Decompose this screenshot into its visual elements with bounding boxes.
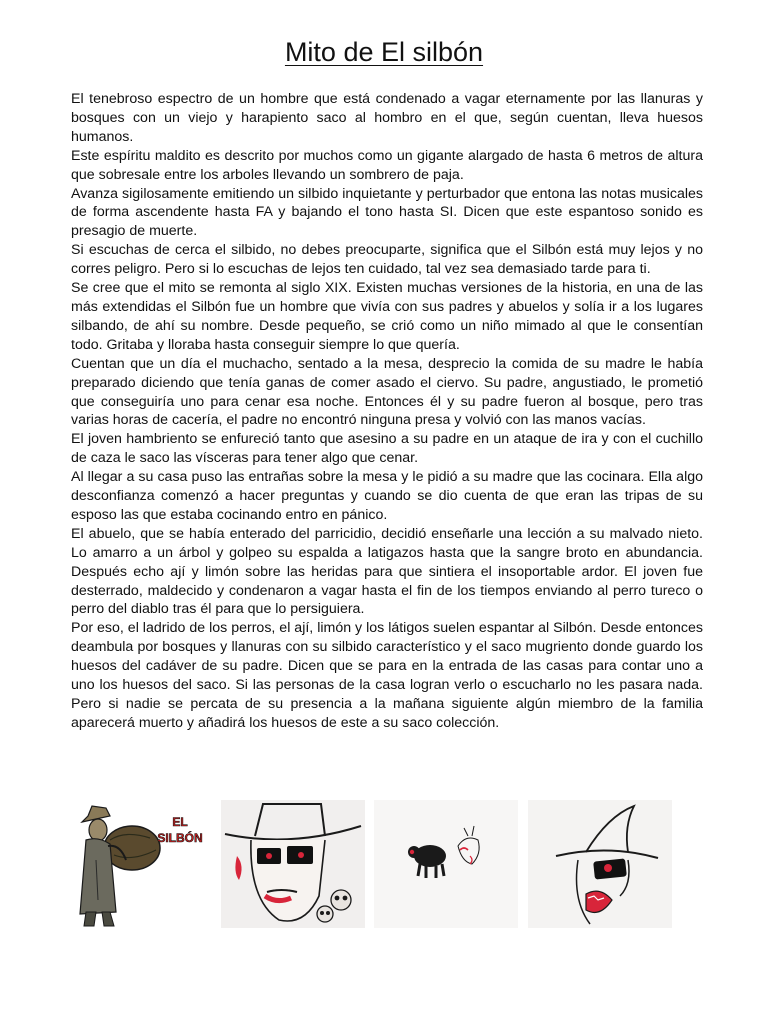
silbon-screaming-drawing [528, 800, 672, 928]
black-dog-and-face-sketch-icon [374, 800, 518, 928]
silbon-screaming-face-icon [528, 800, 672, 928]
paragraph-3: Avanza sigilosamente emitiendo un silbido inquietante y perturbador que entona las notas musicales de forma ascendente hasta FA y bajando el tono hasta SI. Dicen que este espantoso sonido es presagio de muerte. [71, 185, 703, 240]
logo-line-1: EL [172, 815, 188, 829]
silbon-character-illustration [70, 800, 210, 928]
logo-line-2: SILBÓN [157, 831, 203, 845]
silbon-character-with-sack-icon [70, 800, 210, 928]
paragraph-10: Por eso, el ladrido de los perros, el ají, limón y los látigos suelen espantar al Silbón. Desde entonces deambula por bosques y llanuras con su silbido característico y el saco mugriento donde guardo los huesos del cadáver de su padre. Dicen que se para en la entrada de las casas para contar uno a uno los huesos del saco. Si las personas de la casa logran verlo o escucharlo no les pasara nada. Pero si nadie se percata de su presencia a la mañana siguiente algún miembro de la familia aparecerá muerto y añadirá los huesos de este a su saco colección. [71, 620, 703, 731]
paragraph-9: El abuelo, que se había enterado del parricidio, decidió enseñarle una lección a su malvado nieto. Lo amarro a un árbol y golpeo su espalda a latigazos hasta que la sangre broto en abundancia. Después echo ají y limón sobre las heridas para que sintiera el insoportable ardor. El joven fue desterrado, maldecido y condenaron a vagar hasta el fin de los tiempos enviando al perro tureco o perro del diablo tras él para que lo persiguiera. [71, 525, 703, 618]
page-title-text: Mito de El silbón [284, 37, 484, 67]
paragraph-1: El tenebroso espectro de un hombre que está condenado a vagar eternamente por las llanuras y bosques con un viejo y harapiento saco al hombro en el que, según cuentan, lleva huesos humanos. [71, 91, 703, 145]
paragraph-6: Cuentan que un día el muchacho, sentado a la mesa, desprecio la comida de su madre le había preparado diciendo que tenía ganas de comer asado el ciervo. Su padre, angustiado, le prometió que conseguiría uno para cenar esa noche. Entonces él y su padre fueron al bosque, pero tras varias horas de cacería, el padre no encontró ninguna presa y volvió con las manos vacías. [71, 355, 703, 429]
paragraph-2: Este espíritu maldito es descrito por muchos como un gigante alargado de hasta 6 metros de altura que sobresale entre los arboles llevando un sombrero de paja. [71, 147, 703, 183]
dog-and-face-sketch [374, 800, 518, 928]
paragraph-4: Si escuchas de cerca el silbido, no debes preocuparte, significa que el Silbón está muy lejos y no corres peligro. Pero si lo escuchas de lejos ten cuidado, tal vez sea demasiado tarde para ti. [71, 242, 703, 278]
paragraph-8: Al llegar a su casa puso las entrañas sobre la mesa y le pidió a su madre que las cocinara. Ella algo desconfianza comenzó a hacer preguntas y cuando se dio cuenta de que eran las tripas de su esposo las que estaba cocinando entro en pánico. [71, 469, 703, 523]
silbon-face-with-hat-and-skulls-icon [221, 800, 365, 928]
illustrations-strip [70, 800, 706, 930]
page-title [0, 36, 768, 68]
silbon-face-drawing [221, 800, 365, 928]
document-body [71, 90, 703, 733]
paragraph-7: El joven hambriento se enfureció tanto que asesino a su padre en un ataque de ira y con el cuchillo de caza le saco las vísceras para tener algo que cenar. [71, 431, 703, 467]
paragraph-5: Se cree que el mito se remonta al siglo XIX. Existen muchas versiones de la historia, en una de las más extendidas el Silbón fue un hombre que vivía con sus padres y abuelos y solía ir a los lugares silbando, de ahí su nombre. Desde pequeño, se crió como un niño mimado al que le consentían todo. Gritaba y lloraba hasta conseguir siempre lo que quería. [71, 280, 703, 353]
